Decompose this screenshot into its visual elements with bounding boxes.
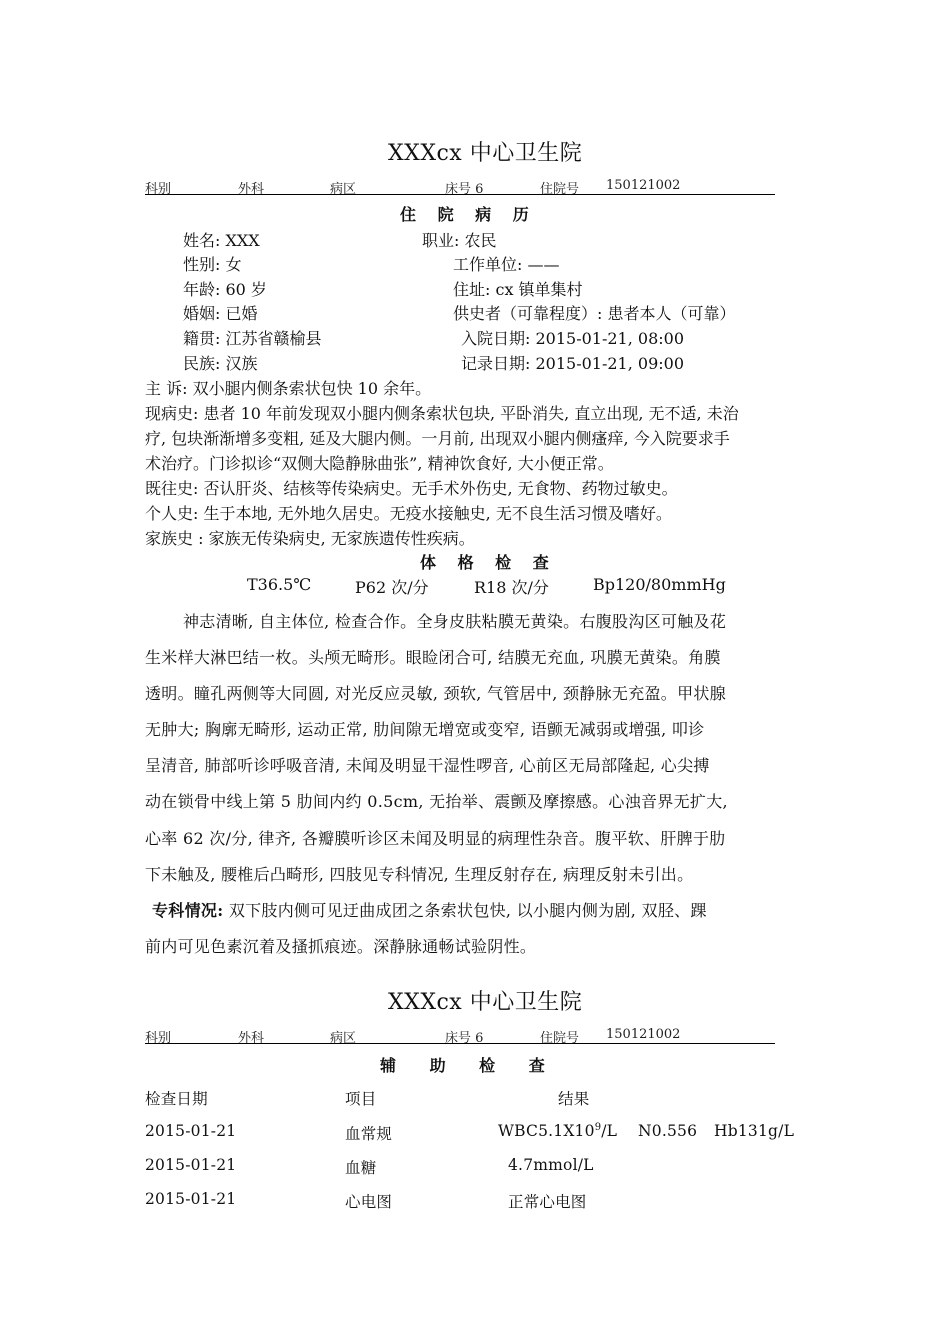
dept-value-page-2: 外科 <box>238 1031 265 1046</box>
admission-no-value: 150121002 <box>606 178 681 193</box>
dept-value: 外科 <box>238 182 265 197</box>
vital-pulse: P62 次/分 <box>355 578 429 597</box>
record-title: 住 院 病 历 <box>400 205 537 224</box>
row-2-date: 2015-01-21 <box>145 1156 237 1174</box>
patient-address: 住址: cx 镇单集村 <box>453 280 583 299</box>
exam-line-3: 透明。瞳孔两侧等大同圆, 对光反应灵敏, 颈软, 气管居中, 颈静脉无充盈。甲状腺 <box>145 684 726 703</box>
exam-line-1: 神志清晰, 自主体位, 检查合作。全身皮肤粘膜无黄染。右腹股沟区可触及花 <box>183 612 727 631</box>
hospital-title: XXXcx 中心卫生院 <box>388 141 583 166</box>
admission-no-value-page-2: 150121002 <box>606 1027 681 1042</box>
wbc-unit: /L <box>601 1122 618 1141</box>
past-history: 既往史: 否认肝炎、结核等传染病史。无手术外伤史, 无食物、药物过敏史。 <box>145 479 678 498</box>
exam-line-2: 生米样大淋巴结一枚。头颅无畸形。眼睑闭合可, 结膜无充血, 巩膜无黄染。角膜 <box>145 648 721 667</box>
patient-workplace: 工作单位: —— <box>453 255 560 274</box>
hospital-title-page-2: XXXcx 中心卫生院 <box>388 990 583 1015</box>
family-history: 家族史 : 家族无传染病史, 无家族遗传性疾病。 <box>145 529 475 548</box>
ward-label-page-2: 病区 <box>330 1031 357 1046</box>
patient-informant: 供史者（可靠程度）: 患者本人（可靠） <box>453 304 736 323</box>
record-date: 记录日期: 2015-01-21, 09:00 <box>461 354 685 373</box>
admit-date: 入院日期: 2015-01-21, 08:00 <box>461 329 685 348</box>
column-item: 项目 <box>345 1090 377 1108</box>
vital-temperature: T36.5℃ <box>247 575 312 594</box>
row-1-date: 2015-01-21 <box>145 1122 237 1140</box>
row-1-item: 血常规 <box>345 1125 393 1143</box>
present-illness-line-1: 现病史: 患者 10 年前发现双小腿内侧条索状包块, 平卧消失, 直立出现, 无不适, 未治 <box>145 404 739 423</box>
row-2-item: 血糖 <box>345 1159 377 1177</box>
specialty-label: 专科情况: <box>152 901 224 920</box>
exam-line-4: 无肿大; 胸廓无畸形, 运动正常, 肋间隙无增宽或变窄, 语颤无减弱或增强, 叩诊 <box>145 720 705 739</box>
specialty-line-1 <box>152 898 707 921</box>
exam-line-7: 心率 62 次/分, 律齐, 各瓣膜听诊区未闻及明显的病理性杂音。腹平软、肝脾于肋 <box>145 829 726 848</box>
row-1-result-n: N0.556 <box>638 1122 698 1140</box>
row-2-result: 4.7mmol/L <box>508 1156 594 1174</box>
exam-line-6: 动在锁骨中线上第 5 肋间内约 0.5cm, 无抬举、震颤及摩擦感。心浊音界无扩大, <box>145 792 728 811</box>
header-rule <box>145 194 775 195</box>
wbc-exponent: 9 <box>594 1122 602 1133</box>
row-1-result-wbc <box>498 1122 617 1140</box>
exam-title: 体 格 检 查 <box>420 553 557 572</box>
exam-line-8: 下未触及, 腰椎后凸畸形, 四肢见专科情况, 生理反射存在, 病理反射未引出。 <box>145 865 694 884</box>
patient-sex: 性别: 女 <box>183 255 242 274</box>
row-3-item: 心电图 <box>345 1193 393 1211</box>
column-result: 结果 <box>558 1090 590 1108</box>
patient-marriage: 婚姻: 已婚 <box>183 304 258 323</box>
admission-no-label-page-2: 住院号 <box>540 1031 580 1046</box>
aux-exam-title: 辅 助 检 查 <box>380 1056 559 1075</box>
patient-age: 年龄: 60 岁 <box>183 280 267 299</box>
patient-occupation: 职业: 农民 <box>422 231 497 250</box>
personal-history: 个人史: 生于本地, 无外地久居史。无疫水接触史, 无不良生活习惯及嗜好。 <box>145 504 672 523</box>
exam-line-5: 呈清音, 肺部听诊呼吸音清, 未闻及明显干湿性啰音, 心前区无局部隆起, 心尖搏 <box>145 756 710 775</box>
row-3-result: 正常心电图 <box>508 1193 587 1211</box>
column-date: 检查日期 <box>145 1090 208 1108</box>
bed-number: 床号 6 <box>445 182 484 197</box>
header-rule-page-2 <box>145 1043 775 1044</box>
patient-birthplace: 籍贯: 江苏省赣榆县 <box>183 329 322 348</box>
specialty-text-1: 双下肢内侧可见迂曲成团之条索状包快, 以小腿内侧为剧, 双胫、踝 <box>228 901 707 920</box>
dept-label-page-2: 科别 <box>145 1031 172 1046</box>
present-illness-line-3: 术治疗。门诊拟诊“双侧大隐静脉曲张”, 精神饮食好, 大小便正常。 <box>145 454 614 473</box>
admission-no-label: 住院号 <box>540 182 580 197</box>
vital-blood-pressure: Bp120/80mmHg <box>593 575 726 594</box>
patient-name: 姓名: XXX <box>183 231 260 250</box>
row-1-result-hb: Hb131g/L <box>714 1122 795 1140</box>
specialty-line-2: 前内可见色素沉着及搔抓痕迹。深静脉通畅试验阴性。 <box>145 937 537 956</box>
chief-complaint: 主 诉: 双小腿内侧条索状包快 10 余年。 <box>145 379 432 398</box>
ward-label: 病区 <box>330 182 357 197</box>
vital-respiration: R18 次/分 <box>474 578 549 597</box>
present-illness-line-2: 疗, 包块渐渐增多变粗, 延及大腿内侧。一月前, 出现双小腿内侧瘙痒, 今入院要求手 <box>145 429 730 448</box>
row-3-date: 2015-01-21 <box>145 1190 237 1208</box>
wbc-value: WBC5.1X10 <box>498 1122 595 1141</box>
dept-label: 科别 <box>145 182 172 197</box>
bed-number-page-2: 床号 6 <box>445 1031 484 1046</box>
patient-ethnicity: 民族: 汉族 <box>183 354 258 373</box>
